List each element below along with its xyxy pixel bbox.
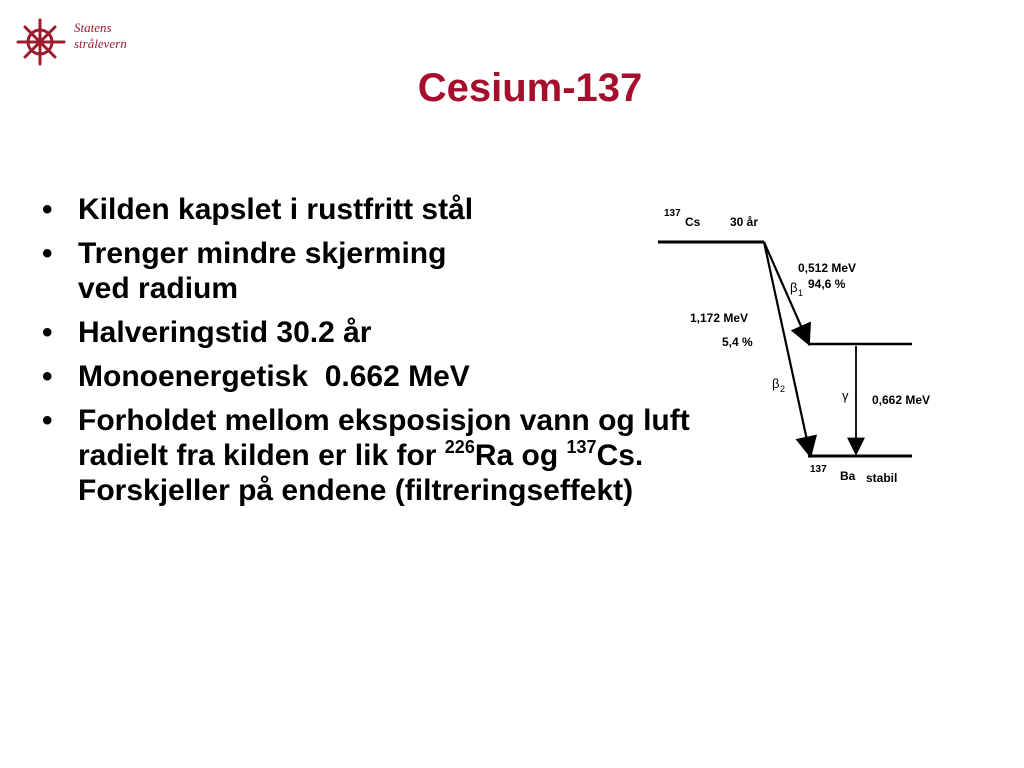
- logo-line-1: Statens: [74, 20, 112, 35]
- logo: [14, 14, 127, 74]
- bullet-text-part-2: Ra og: [474, 439, 567, 472]
- bullet-text-line-1: Trenger mindre skjerming: [78, 237, 447, 270]
- bullet-text: Halveringstid 30.2 år: [78, 316, 372, 349]
- daughter-state-label: stabil: [866, 471, 898, 485]
- bullet-marker: •: [42, 193, 53, 226]
- decay-scheme-diagram: [650, 200, 970, 500]
- beta2-subscript: 2: [780, 384, 786, 394]
- parent-symbol: Cs: [685, 215, 701, 229]
- bullet-item: [40, 315, 740, 350]
- beta1-subscript: 1: [798, 288, 804, 298]
- logo-text: [74, 20, 127, 52]
- bullet-item: [40, 359, 740, 394]
- bullet-item: [40, 403, 740, 508]
- bullet-list: [40, 192, 740, 517]
- isotope-mass-ra: 226: [444, 437, 475, 457]
- beta2-energy-label: 1,172 MeV: [690, 311, 749, 325]
- gamma-energy-label: 0,662 MeV: [872, 393, 931, 407]
- bullet-text-part-3: Cs. Forskjeller på endene (filtreringseffekt): [78, 439, 644, 507]
- beta2-percent-label: 5,4 %: [722, 335, 753, 349]
- daughter-mass-number: 137: [810, 464, 827, 475]
- logo-line-2: strålevern: [74, 36, 127, 51]
- beta1-symbol: β: [790, 280, 798, 295]
- isotope-mass-cs: 137: [566, 437, 597, 457]
- bullet-text: Monoenergetisk 0.662 MeV: [78, 360, 470, 393]
- beta1-energy-label: 0,512 MeV: [798, 261, 857, 275]
- bullet-text: Kilden kapslet i rustfritt stål: [78, 193, 474, 226]
- parent-mass-number: 137: [664, 208, 681, 219]
- sun-emblem-icon: [14, 14, 70, 70]
- bullet-item: [40, 192, 740, 227]
- bullet-text-part-1: Forholdet mellom eksposisjon vann og luft radielt fra kilden er lik for: [78, 404, 690, 472]
- bullet-text-line-2: ved radium: [78, 272, 239, 305]
- bullet-marker: •: [42, 404, 53, 437]
- slide-title: Cesium-137: [417, 66, 643, 110]
- bullet-marker: •: [42, 360, 53, 393]
- gamma-symbol: γ: [842, 388, 849, 403]
- beta1-percent-label: 94,6 %: [808, 277, 846, 291]
- daughter-symbol: Ba: [840, 469, 856, 483]
- half-life-label: 30 år: [730, 215, 759, 229]
- bullet-item: [40, 236, 740, 306]
- bullet-marker: •: [42, 316, 53, 349]
- beta2-symbol: β: [772, 376, 780, 391]
- bullet-marker: •: [42, 237, 53, 270]
